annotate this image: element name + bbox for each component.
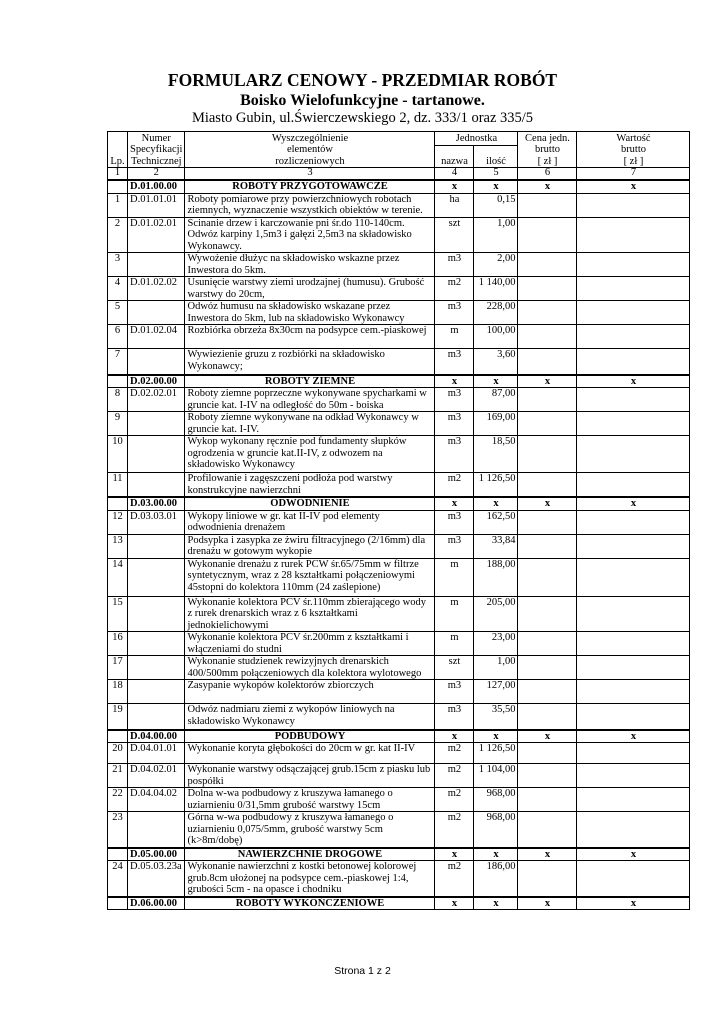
row-description: Dolna w-wa podbudowy z kruszywa łamanego o uziarnieniu 0/31,5mm grubość warstwy 15cm xyxy=(185,788,435,812)
row-qty: 205,00 xyxy=(474,596,518,632)
section-x: x xyxy=(435,375,474,388)
section-row xyxy=(108,848,690,861)
row-lp: 14 xyxy=(108,558,128,596)
row-unit: m2 xyxy=(435,743,474,764)
row-price xyxy=(518,764,577,788)
section-code: D.01.00.00 xyxy=(128,180,185,193)
section-x: x xyxy=(577,375,690,388)
row-price xyxy=(518,632,577,656)
row-price xyxy=(518,277,577,301)
row-value xyxy=(577,764,690,788)
table-row xyxy=(108,534,690,558)
row-lp: 21 xyxy=(108,764,128,788)
section-x: x xyxy=(518,497,577,510)
row-unit: m3 xyxy=(435,534,474,558)
section-x: x xyxy=(435,180,474,193)
column-number: 1 xyxy=(108,168,128,181)
row-description: Wykonanie koryta głębokości do 20cm w gr. kat II-IV xyxy=(185,743,435,764)
header-price: Cena jedn. brutto [ zł ] xyxy=(518,132,577,168)
row-unit: szt xyxy=(435,217,474,253)
row-spec-code xyxy=(128,558,185,596)
section-x: x xyxy=(474,375,518,388)
row-value xyxy=(577,510,690,534)
row-value xyxy=(577,680,690,704)
row-qty: 1,00 xyxy=(474,217,518,253)
row-value xyxy=(577,473,690,498)
section-lp xyxy=(108,180,128,193)
row-unit: m3 xyxy=(435,510,474,534)
document-title: FORMULARZ CENOWY - PRZEDMIAR ROBÓT xyxy=(167,70,558,90)
row-spec-code xyxy=(128,680,185,704)
row-description: Górna w-wa podbudowy z kruszywa łamanego o uziarnieniu 0,075/5mm, grubość warstwy 5cm (k>8m/dobę) xyxy=(185,812,435,848)
row-unit: m3 xyxy=(435,412,474,436)
row-price xyxy=(518,680,577,704)
document-subtitle: Boisko Wielofunkcyjne - tartanowe. xyxy=(240,92,485,109)
row-price xyxy=(518,812,577,848)
row-lp: 13 xyxy=(108,534,128,558)
row-spec-code xyxy=(128,656,185,680)
table-row xyxy=(108,253,690,277)
row-unit: m2 xyxy=(435,473,474,498)
row-lp: 15 xyxy=(108,596,128,632)
section-x: x xyxy=(474,897,518,910)
row-lp: 22 xyxy=(108,788,128,812)
row-description: Roboty ziemne wykonywane na odkład Wykonawcy w gruncie kat. I-IV. xyxy=(185,412,435,436)
row-unit: m3 xyxy=(435,301,474,325)
row-description: Wykonanie kolektora PCV śr.110mm zbierającego wody z rurek drenarskich wraz z 6 kształtkami jednokielichowymi xyxy=(185,596,435,632)
row-lp: 16 xyxy=(108,632,128,656)
row-description: Roboty ziemne poprzeczne wykonywane spycharkami w gruncie kat. I-IV na odległość do 50m - boiska xyxy=(185,388,435,412)
header-description: Wyszczególnienie elementów rozliczeniowych xyxy=(185,132,435,168)
row-description: Wykonanie drenażu z rurek PCW śr.65/75mm w filtrze syntetycznym, wraz z 28 kształtkami połączeniowymi 45stopni do kolektora 110mm (24 zaślepione) xyxy=(185,558,435,596)
row-value xyxy=(577,812,690,848)
row-unit: m xyxy=(435,325,474,349)
row-spec-code: D.01.02.02 xyxy=(128,277,185,301)
row-qty: 35,50 xyxy=(474,704,518,730)
table-row xyxy=(108,656,690,680)
section-x: x xyxy=(474,180,518,193)
section-x: x xyxy=(577,848,690,861)
section-code: D.03.00.00 xyxy=(128,497,185,510)
row-spec-code xyxy=(128,812,185,848)
row-lp: 19 xyxy=(108,704,128,730)
table-row xyxy=(108,704,690,730)
row-description: Odwóz humusu na składowisko wskazane przez Inwestora do 5km, lub na składowisko Wykonawcy xyxy=(185,301,435,325)
row-value xyxy=(577,253,690,277)
row-price xyxy=(518,325,577,349)
section-x: x xyxy=(518,897,577,910)
row-price xyxy=(518,510,577,534)
row-qty: 1 104,00 xyxy=(474,764,518,788)
row-description: Wywożenie dłużyc na składowisko wskazne przez Inwestora do 5km. xyxy=(185,253,435,277)
row-qty: 0,15 xyxy=(474,193,518,217)
row-lp: 8 xyxy=(108,388,128,412)
section-code: D.05.00.00 xyxy=(128,848,185,861)
row-price xyxy=(518,436,577,473)
document-location: Miasto Gubin, ul.Świerczewskiego 2, dz. 333/1 oraz 335/5 xyxy=(191,110,534,126)
row-value xyxy=(577,558,690,596)
row-unit: m3 xyxy=(435,349,474,375)
row-lp: 9 xyxy=(108,412,128,436)
table-row xyxy=(108,558,690,596)
section-x: x xyxy=(518,375,577,388)
row-spec-code xyxy=(128,632,185,656)
row-unit: m3 xyxy=(435,388,474,412)
row-unit: szt xyxy=(435,656,474,680)
row-price xyxy=(518,301,577,325)
section-lp xyxy=(108,375,128,388)
row-description: Odwóz nadmiaru ziemi z wykopów liniowych na składowisko Wykonawcy xyxy=(185,704,435,730)
column-number: 4 xyxy=(435,168,474,181)
table-row xyxy=(108,788,690,812)
row-price xyxy=(518,193,577,217)
row-description: Wykonanie studzienek rewizyjnych drenarskich 400/500mm połączeniowych dla kolektora wylotowego xyxy=(185,656,435,680)
row-value xyxy=(577,596,690,632)
row-lp: 6 xyxy=(108,325,128,349)
table-row xyxy=(108,301,690,325)
section-x: x xyxy=(577,897,690,910)
header-value: Wartość brutto [ zł ] xyxy=(577,132,690,168)
column-number: 7 xyxy=(577,168,690,181)
header-unit-group: Jednostka xyxy=(435,132,518,146)
row-price xyxy=(518,534,577,558)
table-row xyxy=(108,193,690,217)
row-unit: m2 xyxy=(435,277,474,301)
row-value xyxy=(577,349,690,375)
row-description: Rozbiórka obrzeża 8x30cm na podsypce cem.-piaskowej xyxy=(185,325,435,349)
row-lp: 11 xyxy=(108,473,128,498)
row-price xyxy=(518,412,577,436)
column-number: 2 xyxy=(128,168,185,181)
row-value xyxy=(577,656,690,680)
row-qty: 228,00 xyxy=(474,301,518,325)
section-title: ROBOTY PRZYGOTOWAWCZE xyxy=(185,180,435,193)
section-x: x xyxy=(518,180,577,193)
row-unit: m2 xyxy=(435,788,474,812)
row-unit: m xyxy=(435,596,474,632)
row-lp: 3 xyxy=(108,253,128,277)
row-price xyxy=(518,704,577,730)
price-table xyxy=(107,131,690,910)
section-row xyxy=(108,375,690,388)
table-row xyxy=(108,764,690,788)
row-unit: m3 xyxy=(435,704,474,730)
page-footer: Strona 1 z 2 xyxy=(334,965,391,977)
row-price xyxy=(518,388,577,412)
row-spec-code xyxy=(128,473,185,498)
table-row xyxy=(108,743,690,764)
row-description: Wykonanie warstwy odsączającej grub.15cm z piasku lub pospółki xyxy=(185,764,435,788)
row-spec-code: D.04.01.01 xyxy=(128,743,185,764)
row-description: Wykonanie nawierzchni z kostki betonowej kolorowej grub.8cm ułożonej na podsypce cem.-piaskowej 1:4, grubości 5cm - na opasce i chodniku xyxy=(185,861,435,897)
row-price xyxy=(518,743,577,764)
row-qty: 1,00 xyxy=(474,656,518,680)
row-unit: m xyxy=(435,632,474,656)
row-lp: 23 xyxy=(108,812,128,848)
column-number-row xyxy=(108,168,690,181)
table-row xyxy=(108,596,690,632)
section-title: ROBOTY ZIEMNE xyxy=(185,375,435,388)
row-description: Usunięcie warstwy ziemi urodzajnej (humusu). Grubość warstwy do 20cm, xyxy=(185,277,435,301)
row-lp: 12 xyxy=(108,510,128,534)
row-price xyxy=(518,788,577,812)
row-unit: m2 xyxy=(435,764,474,788)
section-x: x xyxy=(577,497,690,510)
row-spec-code: D.05.03.23a xyxy=(128,861,185,897)
table-row xyxy=(108,388,690,412)
row-price xyxy=(518,473,577,498)
table-row xyxy=(108,412,690,436)
row-qty: 3,60 xyxy=(474,349,518,375)
section-code: D.02.00.00 xyxy=(128,375,185,388)
section-x: x xyxy=(518,848,577,861)
row-qty: 1 140,00 xyxy=(474,277,518,301)
header-unit-name: nazwa xyxy=(435,146,474,168)
header-qty: ilość xyxy=(474,146,518,168)
row-qty: 968,00 xyxy=(474,788,518,812)
row-spec-code xyxy=(128,596,185,632)
section-x: x xyxy=(435,730,474,743)
section-x: x xyxy=(577,180,690,193)
row-description: Roboty pomiarowe przy powierzchniowych robotach ziemnych, wyznaczenie wszystkich obiektów w terenie. xyxy=(185,193,435,217)
table-header-row xyxy=(108,132,690,146)
row-description: Zasypanie wykopów kolektorów zbiorczych xyxy=(185,680,435,704)
row-value xyxy=(577,325,690,349)
row-price xyxy=(518,558,577,596)
row-spec-code: D.03.03.01 xyxy=(128,510,185,534)
row-spec-code: D.02.02.01 xyxy=(128,388,185,412)
row-price xyxy=(518,253,577,277)
section-x: x xyxy=(435,497,474,510)
row-value xyxy=(577,743,690,764)
row-spec-code xyxy=(128,704,185,730)
row-qty: 23,00 xyxy=(474,632,518,656)
section-lp xyxy=(108,897,128,910)
section-row xyxy=(108,897,690,910)
table-row xyxy=(108,510,690,534)
row-spec-code xyxy=(128,412,185,436)
header-spec: Numer Specyfikacji Technicznej xyxy=(128,132,185,168)
row-spec-code: D.01.01.01 xyxy=(128,193,185,217)
row-lp: 18 xyxy=(108,680,128,704)
row-value xyxy=(577,861,690,897)
row-spec-code: D.04.04.02 xyxy=(128,788,185,812)
row-spec-code xyxy=(128,301,185,325)
row-price xyxy=(518,596,577,632)
row-description: Profilowanie i zagęszczeni podłoża pod warstwy konstrukcyjne nawierzchni xyxy=(185,473,435,498)
row-unit: m3 xyxy=(435,680,474,704)
row-lp: 17 xyxy=(108,656,128,680)
row-spec-code xyxy=(128,253,185,277)
row-lp: 20 xyxy=(108,743,128,764)
row-qty: 2,00 xyxy=(474,253,518,277)
header-lp: Lp. xyxy=(108,132,128,168)
section-x: x xyxy=(577,730,690,743)
row-spec-code xyxy=(128,436,185,473)
row-qty: 33,84 xyxy=(474,534,518,558)
row-spec-code xyxy=(128,349,185,375)
row-qty: 1 126,50 xyxy=(474,743,518,764)
row-qty: 100,00 xyxy=(474,325,518,349)
row-qty: 87,00 xyxy=(474,388,518,412)
section-title: ODWODNIENIE xyxy=(185,497,435,510)
row-qty: 162,50 xyxy=(474,510,518,534)
row-description: Ścinanie drzew i karczowanie pni śr.do 110-140cm. Odwóz karpiny 1,5m3 i gałęzi 2,5m3 na składowisko Wykonawcy. xyxy=(185,217,435,253)
table-row xyxy=(108,632,690,656)
row-value xyxy=(577,632,690,656)
section-x: x xyxy=(518,730,577,743)
row-value xyxy=(577,217,690,253)
row-description: Wykonanie kolektora PCV śr.200mm z kształtkami i włączeniami do studni xyxy=(185,632,435,656)
row-qty: 188,00 xyxy=(474,558,518,596)
section-row xyxy=(108,730,690,743)
row-qty: 18,50 xyxy=(474,436,518,473)
section-code: D.04.00.00 xyxy=(128,730,185,743)
section-x: x xyxy=(474,848,518,861)
row-qty: 169,00 xyxy=(474,412,518,436)
row-lp: 24 xyxy=(108,861,128,897)
row-price xyxy=(518,656,577,680)
section-lp xyxy=(108,497,128,510)
row-description: Podsypka i zasypka ze żwiru filtracyjnego (2/16mm) dla drenażu w gotowym wykopie xyxy=(185,534,435,558)
row-lp: 2 xyxy=(108,217,128,253)
section-x: x xyxy=(474,730,518,743)
row-price xyxy=(518,349,577,375)
section-x: x xyxy=(474,497,518,510)
section-lp xyxy=(108,730,128,743)
row-lp: 1 xyxy=(108,193,128,217)
row-spec-code xyxy=(128,534,185,558)
row-qty: 968,00 xyxy=(474,812,518,848)
column-number: 3 xyxy=(185,168,435,181)
row-description: Wykop wykonany ręcznie pod fundamenty słupków ogrodzenia w gruncie kat.II-IV, z odwozem na składowisko Wykonawcy xyxy=(185,436,435,473)
section-title: PODBUDOWY xyxy=(185,730,435,743)
row-value xyxy=(577,704,690,730)
row-lp: 4 xyxy=(108,277,128,301)
row-value xyxy=(577,788,690,812)
row-price xyxy=(518,861,577,897)
row-value xyxy=(577,412,690,436)
table-row xyxy=(108,436,690,473)
section-lp xyxy=(108,848,128,861)
row-value xyxy=(577,301,690,325)
section-x: x xyxy=(435,897,474,910)
row-value xyxy=(577,193,690,217)
row-unit: m2 xyxy=(435,861,474,897)
table-row xyxy=(108,812,690,848)
row-spec-code: D.04.02.01 xyxy=(128,764,185,788)
row-lp: 7 xyxy=(108,349,128,375)
section-row xyxy=(108,497,690,510)
row-description: Wykopy liniowe w gr. kat II-IV pod elementy odwodnienia drenażem xyxy=(185,510,435,534)
row-unit: m2 xyxy=(435,812,474,848)
row-lp: 5 xyxy=(108,301,128,325)
row-value xyxy=(577,277,690,301)
row-value xyxy=(577,534,690,558)
row-value xyxy=(577,388,690,412)
table-row xyxy=(108,861,690,897)
row-qty: 186,00 xyxy=(474,861,518,897)
section-code: D.06.00.00 xyxy=(128,897,185,910)
table-row xyxy=(108,277,690,301)
row-unit: m3 xyxy=(435,436,474,473)
row-spec-code: D.01.02.01 xyxy=(128,217,185,253)
row-description: Wywiezienie gruzu z rozbiórki na składowisko Wykonawcy; xyxy=(185,349,435,375)
row-qty: 1 126,50 xyxy=(474,473,518,498)
row-value xyxy=(577,436,690,473)
table-row xyxy=(108,325,690,349)
table-row xyxy=(108,217,690,253)
row-unit: ha xyxy=(435,193,474,217)
row-unit: m3 xyxy=(435,253,474,277)
table-row xyxy=(108,473,690,498)
section-title: ROBOTY WYKOŃCZENIOWE xyxy=(185,897,435,910)
row-lp: 10 xyxy=(108,436,128,473)
column-number: 6 xyxy=(518,168,577,181)
section-row xyxy=(108,180,690,193)
column-number: 5 xyxy=(474,168,518,181)
section-x: x xyxy=(435,848,474,861)
row-price xyxy=(518,217,577,253)
row-unit: m xyxy=(435,558,474,596)
row-spec-code: D.01.02.04 xyxy=(128,325,185,349)
table-row xyxy=(108,349,690,375)
row-qty: 127,00 xyxy=(474,680,518,704)
section-title: NAWIERZCHNIE DROGOWE xyxy=(185,848,435,861)
table-row xyxy=(108,680,690,704)
